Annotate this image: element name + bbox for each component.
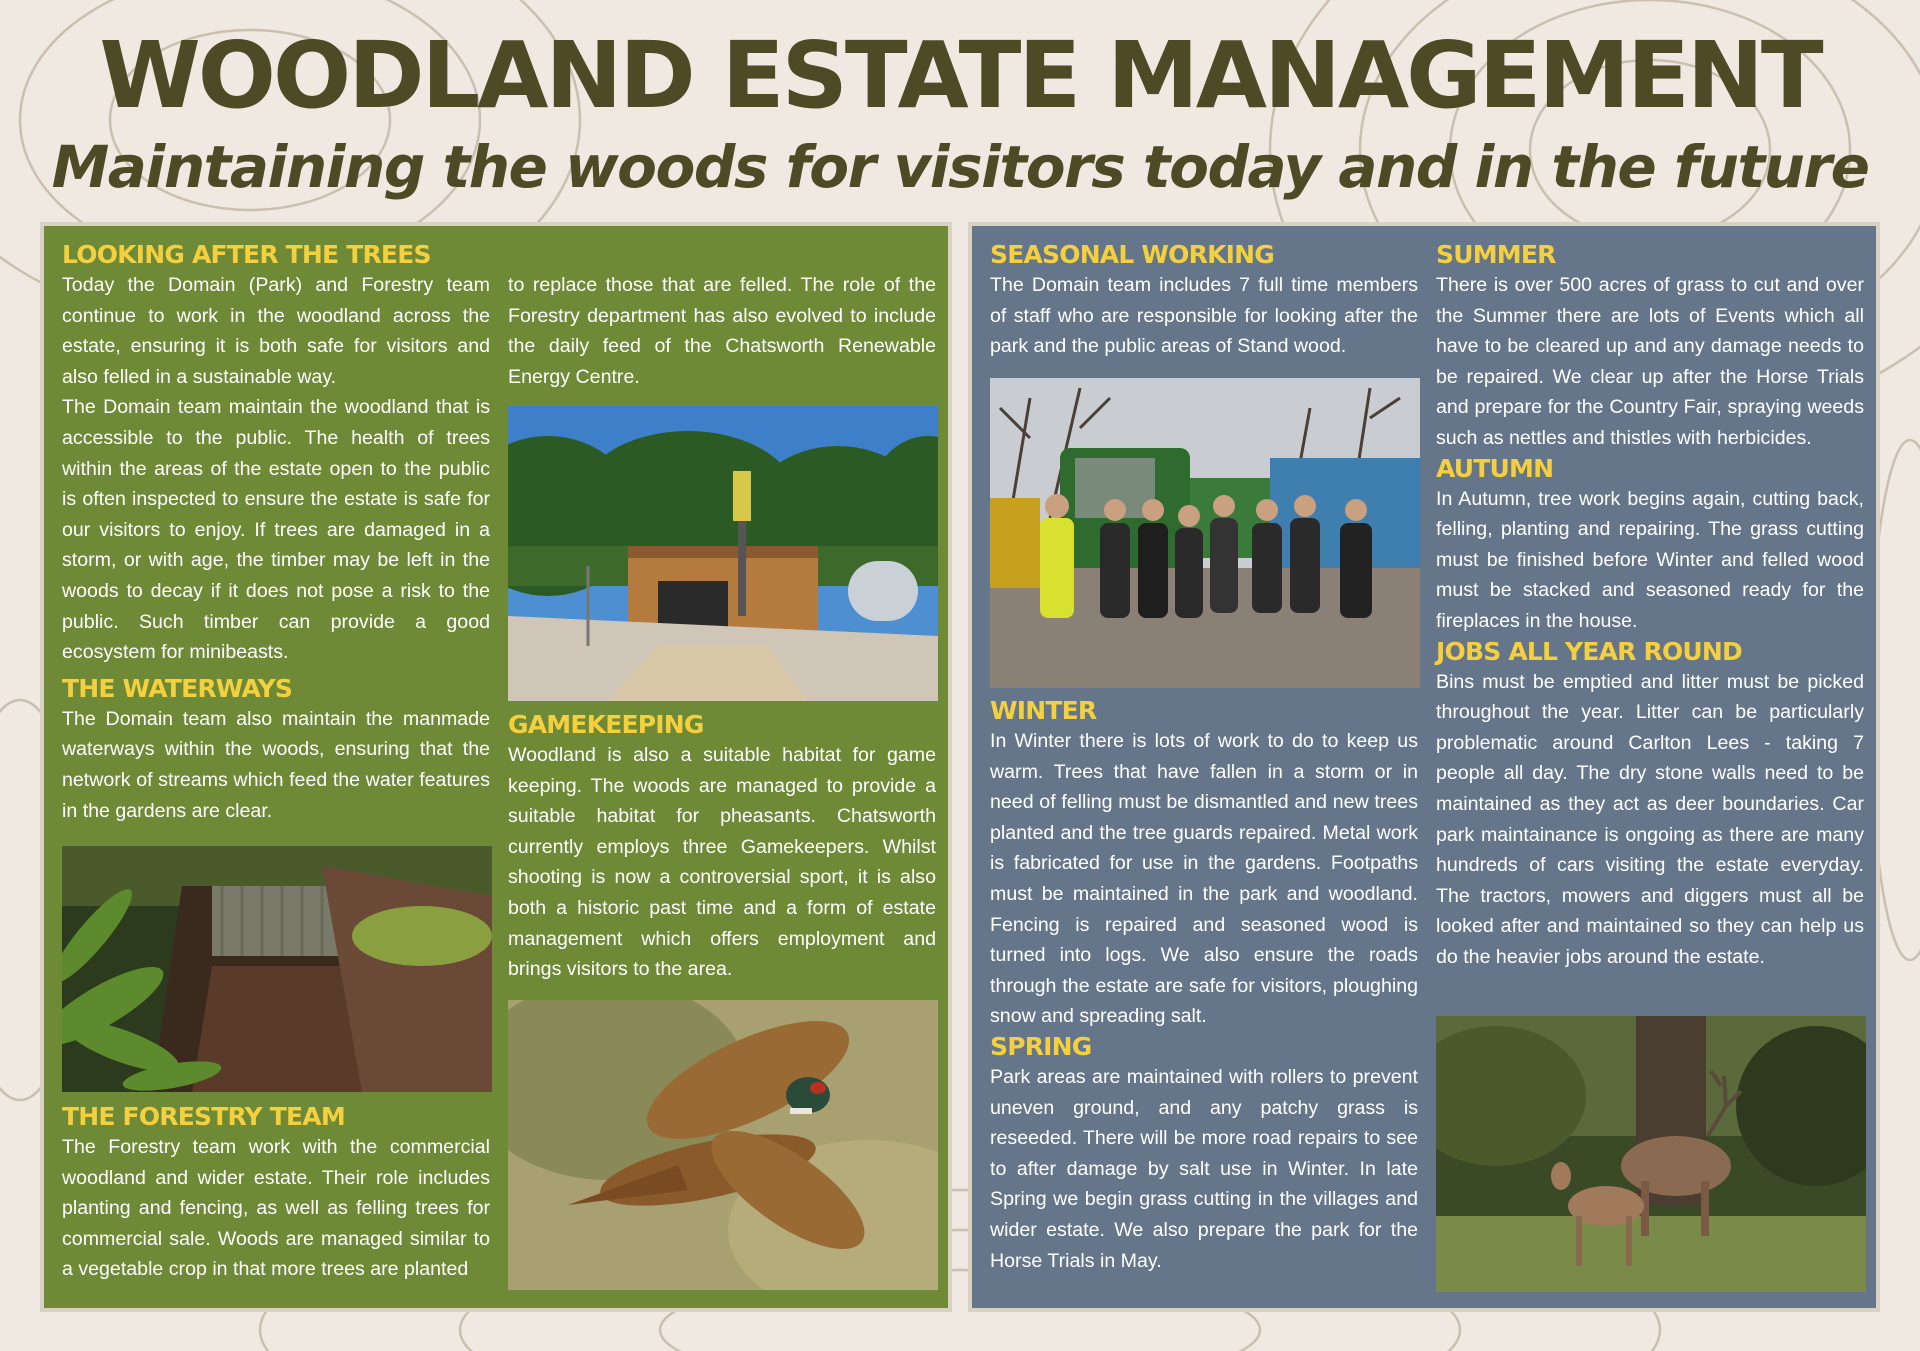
section-heading-gamekeeping: GAMEKEEPING xyxy=(508,710,704,739)
winter-text: In Winter there is lots of work to do to keep us warm. Trees that have fallen in a storm or in need of felling must be dismantled and new trees planted and the tree guards repaired. Metal work is fabricated for use in the gardens. Footpaths must be maintained in the park and woodland. Fencing is repaired and seasoned wood is turned into logs. We also ensure the roads through the estate are safe for visitors, ploughing snow and spreading salt. xyxy=(990,730,1418,1028)
right-column xyxy=(1436,240,1864,972)
page-subtitle: Maintaining the woods for visitors today and in the future xyxy=(51,133,1869,201)
spring-text: Park areas are maintained with rollers to prevent uneven ground, and any patchy grass is reseeded. There will be more road repairs to see to after damage by salt use in Winter. In late Spring we begin grass cutting in the villages and wider estate. We also prepare the park for the Horse Trials in May. xyxy=(990,1065,1418,1272)
green-panel xyxy=(40,222,952,1312)
summer-text: There is over 500 acres of grass to cut and over the Summer there are lots of Events which all have to be cleared up and any damage needs to be repaired. We clear up after the Horse Trials and prepare for the Country Fair, spraying weeds such as nettles and thistles with herbicides. xyxy=(1436,274,1864,449)
section-heading-seasonal: SEASONAL WORKING xyxy=(990,240,1274,269)
section-heading-forestry: THE FORESTRY TEAM xyxy=(62,1102,345,1131)
waterways-text: The Domain team also maintain the manmade waterways within the woods, ensuring that the network of streams which feed the water features in the gardens are clear. xyxy=(62,707,490,822)
deer-photo xyxy=(1436,1016,1866,1292)
section-heading-jobs: JOBS ALL YEAR ROUND xyxy=(1436,636,1742,666)
section-heading-autumn: AUTUMN xyxy=(1436,453,1554,483)
looking-after-text-1: Today the Domain (Park) and Forestry team continue to work in the woodland across the estate, ensuring it is both safe for visitors and also felled in a sustainable way. xyxy=(62,274,490,388)
column-2-top xyxy=(508,270,936,392)
waterway-photo xyxy=(62,846,492,1092)
autumn-text: In Autumn, tree work begins again, cutting back, felling, planting and repairing. The grass cutting must be finished before Winter and felled wood must be stacked and seasoned ready for the fireplaces in the house. xyxy=(1436,487,1864,632)
gamekeeping-text: Woodland is also a suitable habitat for game keeping. The woods are managed to provide a suitable habitat for pheasants. Chatsworth currently employs three Gamekeepers. Whilst shooting is now a controversial sport, it is also both a historic past time and a form of estate management which offers employment and brings visitors to the area. xyxy=(508,744,936,981)
section-heading-waterways: THE WATERWAYS xyxy=(62,673,293,703)
page-title: WOODLAND ESTATE MANAGEMENT xyxy=(99,22,1821,129)
column-1 xyxy=(62,240,490,826)
section-heading-winter: WINTER xyxy=(990,696,1097,725)
forestry-text-2: to replace those that are felled. The role of the Forestry department has also evolved to include the daily feed of the Chatsworth Renewable Energy Centre. xyxy=(508,274,936,388)
blue-panel xyxy=(968,222,1880,1312)
energy-centre-photo xyxy=(508,406,938,701)
forestry-text-1: The Forestry team work with the commercial woodland and wider estate. Their role includes planting and fencing, as well as felling trees for commercial sale. Woods are managed similar to a vegetable crop in that more trees are planted xyxy=(62,1136,490,1281)
section-heading-summer: SUMMER xyxy=(1436,240,1556,269)
domain-team-photo xyxy=(990,378,1420,688)
section-heading-looking-after: LOOKING AFTER THE TREES xyxy=(62,240,431,269)
pheasant-painting xyxy=(508,1000,938,1290)
section-heading-spring: SPRING xyxy=(990,1031,1092,1061)
forestry-block xyxy=(62,1102,490,1285)
seasonal-text: The Domain team includes 7 full time members of staff who are responsible for looking after the park and the public areas of Stand wood. xyxy=(990,274,1418,358)
looking-after-text-2: The Domain team maintain the woodland that is accessible to the public. The health of trees within the areas of the estate open to the public is often inspected to ensure the estate is safe for our visitors to enjoy. If trees are damaged in a storm, or with age, the timber may be left in the woods to decay if it does not pose a risk to the public. Such timber can provide a good ecosystem for minibeasts. xyxy=(62,396,490,664)
gamekeeping-block xyxy=(508,710,936,985)
jobs-text: Bins must be emptied and litter must be picked throughout the year. Litter can be particularly problematic around Carlton Lees - taking 7 people all day. The dry stone walls need to be maintained as they act as deer boundaries. Car park maintainance is ongoing as there are many hundreds of cars visiting the estate everyday. The tractors, mowers and diggers must all be looked after and maintained so they can help us do the heavier jobs around the estate. xyxy=(1436,670,1864,968)
winter-spring-block xyxy=(990,696,1418,1276)
seasonal-block xyxy=(990,240,1418,362)
